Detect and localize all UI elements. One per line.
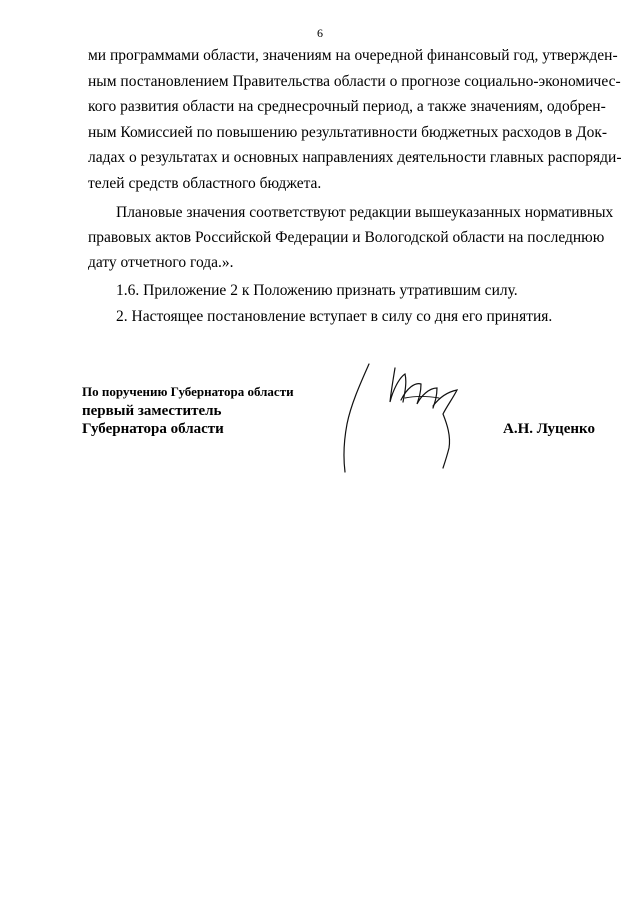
signatory-title-line-1: первый заместитель xyxy=(82,403,222,419)
page-number: 6 xyxy=(317,26,323,40)
paragraph-2-line: дату отчетного года.». xyxy=(88,254,234,271)
paragraph-1-line: ми программами области, значениям на очередной финансовый год, утвержден- xyxy=(88,47,618,64)
paragraph-4: 2. Настоящее постановление вступает в силу со дня его принятия. xyxy=(116,308,553,325)
handwritten-signature xyxy=(335,352,475,477)
paragraph-1-line: кого развития области на среднесрочный период, а также значениям, одобрен- xyxy=(88,98,606,115)
paragraph-3: 1.6. Приложение 2 к Положению признать утратившим силу. xyxy=(116,282,518,299)
paragraph-1-line: ладах о результатах и основных направлениях деятельности главных распоряди- xyxy=(88,149,622,166)
paragraph-1-line: ным Комиссией по повышению результативности бюджетных расходов в Док- xyxy=(88,124,608,141)
signatory-name: А.Н. Луценко xyxy=(503,421,595,437)
paragraph-2-line: правовых актов Российской Федерации и Вологодской области на последнюю xyxy=(88,229,605,246)
paragraph-2-line: Плановые значения соответствуют редакции вышеуказанных нормативных xyxy=(116,204,614,221)
signature-authority-line: По поручению Губернатора области xyxy=(82,384,294,399)
signatory-title-line-2: Губернатора области xyxy=(82,421,224,437)
paragraph-1-line: телей средств областного бюджета. xyxy=(88,175,322,192)
paragraph-1-line: ным постановлением Правительства области о прогнозе социально-экономичес- xyxy=(88,73,621,90)
